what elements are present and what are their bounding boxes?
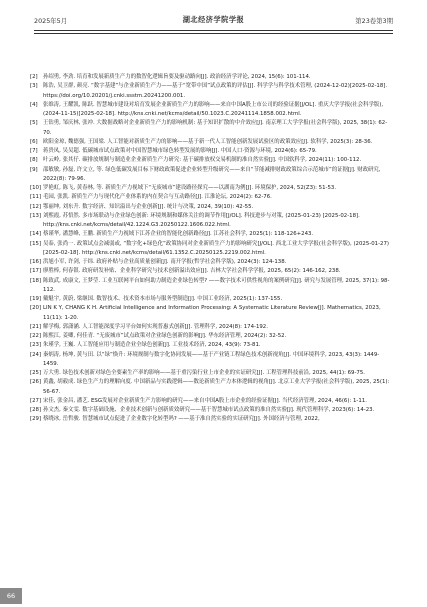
reference-item: [30, 147, 393, 156]
reference-number: [29]: [30, 416, 42, 423]
reference-text: 黄鑫, 胡毅成. 绿色生产力的理解向度. 中国新品与实践逻辑——数论新质生产力本体逻辑的视角[J]. 北京工业大学学报(社会科学版), 2025, 25(1): 56-67.: [43, 379, 390, 395]
reference-item: [30, 332, 393, 341]
reference-item: [30, 212, 393, 231]
reference-text: 邵敏敏, 孙磊, 许文立, 等. 绿色低碳发展目标下财政政策促进企业转型升级研究——来自“节能减排财政政策综合示范城市”的证据[J]. 财政研究, 2022(8): 79-96.: [43, 166, 381, 182]
reference-item: [30, 295, 393, 304]
reference-item: [30, 397, 393, 406]
reference-number: [15]: [30, 240, 42, 247]
reference-text: 陈致武, 成康文, 王梦莹. 工业互联网平台如何助力制造企业绿色转型? ——数字技术可供性视角的案例研究[J]. 研究与发展管理, 2025, 37(1): 98-112.: [43, 277, 390, 293]
reference-text: 叶云岭, 张其仔. 碳排放规制与制造业企业新质生产力研究: 基于碳排放权交易机制的准自然实验[J]. 中国软科学, 2024(11): 100-112.: [43, 157, 362, 164]
reference-text: 朱瑾学, 王巍. 人工智能应用与制造企业全绿色创新[J]. 工业技术经济, 2024, 43(9): 73-81.: [43, 342, 261, 349]
reference-number: [11]: [30, 194, 42, 201]
reference-number: [10]: [30, 185, 42, 191]
reference-item: [30, 203, 393, 212]
journal-title: 湖北经济学院学报: [182, 15, 245, 24]
header-rule-thin: [34, 33, 393, 34]
reference-number: [13]: [30, 212, 42, 219]
reference-text: 宋佳, 张金昌, 潘艺. ESG发展对企业新质生产力影响的研究——来自中国A股上市企业的经验证据[J]. 当代经济管理, 2024, 46(6): 1-11.: [43, 397, 367, 404]
reference-item: [30, 351, 393, 370]
reference-number: [21]: [30, 323, 42, 330]
reference-number: [24]: [30, 351, 42, 358]
reference-text: 戴魁宇, 黄蔚, 梁继国. 数智技术、技术资本市场与服务型制造[J]. 中国工业经济, 2025(1): 137-155.: [43, 296, 283, 302]
reference-item: [30, 369, 393, 378]
reference-number: [23]: [30, 342, 42, 349]
reference-text: 王钻勇, 邹庆林, 张冲. 大数据战略对企业新质生产力的影响机制: 基于知识扩散的中介效应[J]. 南京理工大学学报(社会科学版), 2025, 38(1): 62-70.: [43, 120, 388, 136]
reference-item: [30, 156, 393, 165]
reference-text: 万大勇. 绿色技术创新对绿色全要素生产率的影响——基于重污染行业上市企业的实证研究[J]. 工程管理科技前沿, 2025, 44(1): 69-75.: [43, 370, 365, 376]
reference-number: [9]: [30, 166, 38, 173]
reference-item: [30, 240, 393, 259]
reference-number: [3]: [30, 83, 38, 90]
reference-text: 廖胜棒, 何春银. 政府研发补贴、企业科学研究与技术创新溢出效应[J]. 吉林大学社会科学学报, 2025, 65(2): 146-162, 238.: [43, 268, 341, 275]
reference-number: [8]: [30, 157, 38, 164]
reference-number: [7]: [30, 148, 38, 154]
reference-item: [30, 138, 393, 147]
reference-number: [6]: [30, 138, 38, 145]
reference-number: [19]: [30, 296, 42, 302]
reference-number: [22]: [30, 333, 42, 339]
reference-item: [30, 258, 393, 267]
reference-item: [30, 267, 393, 276]
reference-number: [16]: [30, 259, 42, 265]
reference-item: [30, 73, 393, 82]
reference-number: [12]: [30, 203, 42, 210]
reference-item: [30, 304, 393, 323]
reference-number: [4]: [30, 101, 38, 108]
reference-item: [30, 415, 393, 424]
reference-item: [30, 378, 393, 397]
reference-item: [30, 193, 393, 202]
reference-text: 毛园, 张凯. 新质生产力与现代化产业体系的内在契合与互动路径[J]. 江淮论坛, 2024(2): 62-76.: [43, 194, 272, 201]
reference-item: [30, 82, 393, 101]
reference-text: 孙文杰, 秦文雯. 数字基础设施、企业技术创新与创新质效研究——基于智慧城市试点政策的准自然实验[J]. 现代管理科学, 2023(6): 14-23.: [43, 407, 375, 413]
reference-text: LIN K Y, CHANG K H. Artificial Intelligence and Information Processing: A Systematic Literature Review[J]. Mathematics, 2023, 11(11): 1-20.: [43, 305, 381, 321]
reference-text: 蒋贵凤, 吴吴超. 低碳城市试点政策对中国智慧城市绿色转型发展的影响[J]. 中国人口·资源与环境, 2024(6): 65-79.: [43, 148, 317, 154]
reference-text: 孙绍勇, 李劲. 培育和发展新质生产力的数智化逻辑旨要及驱动路向[J]. 政治经济学评论, 2024, 15(6): 101-114.: [43, 74, 311, 80]
reference-number: [27]: [30, 397, 42, 404]
reference-item: [30, 323, 393, 332]
page-number: 66: [0, 588, 22, 604]
reference-text: 张维涛, 王耀凯, 陈跃. 智慧城市建设对培育发展企业新质生产力的影响——来自中国A股上市公司的经验证据[J/OL]. 重庆大学学报(社会科学版), (2024-11-15)[2025-02-18]. http://kns.cnki.net/kcms/detail/50.1023.C.20241114.1858.002.html.: [43, 101, 384, 117]
reference-item: [30, 166, 393, 185]
reference-item: [30, 184, 393, 193]
header-rule: [34, 30, 393, 31]
reference-text: 解学梅, 郭潇涵. 人工智能深度学习平台如何实现普惠式创新[J]. 管理科学, 2024(8): 174-192.: [43, 323, 268, 330]
reference-item: [30, 341, 393, 350]
reference-number: [26]: [30, 379, 42, 386]
reference-item: [30, 277, 393, 296]
reference-text: 蔡谨华, 潘慧峰, 王鹏. 新质生产力视域下江苏企业的智能化创新路径[J]. 江苏社会科学, 2025(1): 118-126+243.: [43, 231, 314, 238]
reference-list: [30, 73, 393, 425]
reference-number: [5]: [30, 120, 38, 127]
reference-text: 陈浩, 吴卫群, 颜亮. “数字基建”与企业新质生产力——基于“宽带中国”试点政策的评估[J]. 科学学与科学技术管理, (2024-12-02)[2025-02-18]. https://doi.org/10.20201/j.cnki.ssstm.20241200.001.: [43, 83, 388, 99]
reference-number: [18]: [30, 277, 42, 284]
reference-item: [30, 119, 393, 138]
reference-number: [28]: [30, 407, 42, 413]
reference-item: [30, 230, 393, 239]
reference-text: 鄂丽坤, 刘东升. 数字经济、知识溢出与企业创新[J]. 统计与决策, 2024, 39(10): 42-55.: [43, 203, 254, 210]
reference-text: 洪旭小军, 许剑, 于纬. 政府补贴与企业高质量创新[J]. 南开学报(哲学社会科学版), 2024(3): 124-138.: [43, 259, 287, 265]
reference-item: [30, 101, 393, 120]
reference-text: 罗艳虹, 陈飞, 黄春林, 等. 新质生产力视域下“无废城市”建设路径探究——以湖南为例[J]. 环境保护, 2024, 52(Z3): 51-53.: [43, 185, 337, 191]
running-header: [34, 16, 393, 28]
header-date: 2025年5月: [34, 17, 68, 25]
reference-number: [17]: [30, 268, 42, 275]
reference-number: [14]: [30, 231, 42, 238]
reference-number: [25]: [30, 370, 42, 376]
reference-text: 陈熙江, 姜卿, 何佳青. “无废城市”试点政策对企业绿色创新的影响[J]. 华东经济管理, 2024(2): 32-52.: [43, 333, 287, 339]
reference-text: 刘熙霞, 苏悟然. 多市场联动与企业绿色创新: 环境规制和媒体关注的调节作用[J/OL]. 科技进步与对策, (2025-01-23) [2025-02-18]. http://kns.cnki.net/kcms/detail/42.1224.G3.20250122.1606.022.html.: [43, 212, 360, 228]
reference-number: [2]: [30, 74, 38, 80]
header-volume: 第23卷第3期: [355, 17, 393, 25]
reference-text: 蔡晓冰, 岳哲骏. 智慧城市试点促进了企业数字化转型吗? ——基于准自然实验的实证研究[J]. 外国经济与管理, 2022,: [43, 416, 320, 423]
reference-text: 吴泰, 张尚一. 政策试点会减弱或, “数字化+绿色化”政策协同对企业新质生产力的影响研究[J/OL]. 西北工业大学学报(社会科学版), (2025-01-27)[2025-02-18]. http://kns.cnki.net/kcms/detail/61.1352.C.20250125.2219.002.html.: [43, 240, 389, 256]
reference-text: 欧阳金琼, 魏德强, 王国梁. 人工智能对新质生产力的影响——基于新一代人工智能创新发展试验区的政策效应[J]. 软科学, 2025(3): 28-36.: [43, 138, 373, 145]
reference-number: [20]: [30, 305, 42, 312]
reference-item: [30, 406, 393, 415]
reference-text: 秦炳涛, 杨坤, 黄与田. 以“绿”焕升: 环境规制与数字化协同发展——基于产业链工程绿色技术创新视角[J]. 中国环境科学, 2023, 43(3): 1449-1459.: [43, 351, 380, 367]
